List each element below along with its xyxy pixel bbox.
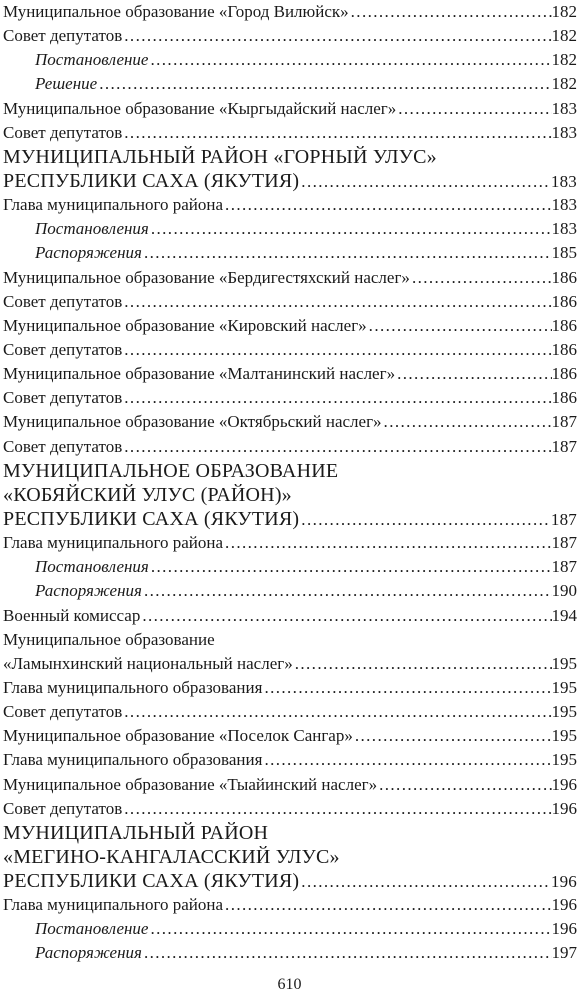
toc-entry-title: Совет депутатов [3, 122, 123, 142]
dot-leader [377, 773, 551, 797]
toc-page-number: 187 [551, 533, 577, 553]
dot-leader [148, 917, 551, 941]
toc-entry-title: Муниципальное образование «Поселок Сангар» [3, 726, 353, 746]
toc-entry [3, 121, 577, 145]
dot-leader [299, 508, 551, 532]
toc-entry [3, 652, 577, 676]
dot-leader [299, 870, 551, 894]
dot-leader [262, 676, 551, 700]
dot-leader [367, 314, 552, 338]
table-of-contents [3, 0, 577, 966]
toc-entry [3, 676, 577, 700]
toc-entry-title: МУНИЦИПАЛЬНОЕ ОБРАЗОВАНИЕ [3, 459, 339, 482]
toc-entry-title: «МЕГИНО-КАНГАЛАССКИЙ УЛУС» [3, 845, 340, 868]
toc-entry [3, 193, 577, 217]
toc-entry [3, 0, 577, 24]
dot-leader [223, 193, 551, 217]
dot-leader [149, 555, 552, 579]
toc-page-number: 195 [551, 726, 577, 746]
toc-page-number: 196 [551, 895, 577, 915]
dot-leader [382, 410, 552, 434]
toc-entry-title: Муниципальное образование «Октябрьский наслег» [3, 412, 382, 432]
toc-entry-title: Распоряжения [35, 243, 142, 263]
toc-entry [3, 362, 577, 386]
toc-entry-title: Глава муниципального района [3, 195, 224, 215]
dot-leader [142, 241, 552, 265]
toc-subentry [3, 241, 577, 265]
toc-page-number: 195 [551, 702, 577, 722]
toc-entry [3, 531, 577, 555]
dot-leader [97, 72, 551, 96]
toc-entry-title: Распоряжения [35, 581, 142, 601]
toc-page-number: 182 [551, 50, 577, 70]
toc-entry [3, 773, 577, 797]
toc-section-heading [3, 145, 577, 169]
toc-section-heading [3, 459, 577, 483]
toc-page-number: 187 [551, 557, 577, 577]
toc-entry [3, 748, 577, 772]
toc-page-number: 195 [551, 750, 577, 770]
toc-entry [3, 410, 577, 434]
toc-entry [3, 628, 577, 652]
dot-leader [223, 531, 551, 555]
toc-entry [3, 266, 577, 290]
toc-subentry [3, 941, 577, 965]
toc-section-heading [3, 507, 577, 531]
toc-page-number: 187 [551, 436, 577, 456]
toc-entry-title: Муниципальное образование «Бердигестяхский наслег» [3, 267, 410, 287]
dot-leader [122, 386, 551, 410]
toc-page-number: 183 [551, 219, 577, 239]
toc-page-number: 186 [551, 339, 577, 359]
dot-leader [353, 724, 552, 748]
toc-entry [3, 893, 577, 917]
toc-page-number: 186 [551, 388, 577, 408]
toc-entry-title: Совет депутатов [3, 388, 123, 408]
dot-leader [149, 217, 552, 241]
toc-page-number: 182 [551, 26, 577, 46]
toc-page-number: 195 [551, 677, 577, 697]
toc-entry [3, 797, 577, 821]
toc-page-number: 183 [551, 195, 577, 215]
dot-leader [262, 748, 551, 772]
toc-entry-title: МУНИЦИПАЛЬНЫЙ РАЙОН «ГОРНЫЙ УЛУС» [3, 145, 437, 168]
toc-entry-title: Распоряжения [35, 943, 142, 963]
toc-section-heading [3, 821, 577, 845]
toc-page-number: 196 [551, 774, 577, 794]
toc-page-number: 182 [551, 2, 577, 21]
toc-entry-title: Совет депутатов [3, 26, 123, 46]
toc-page-number: 186 [551, 291, 577, 311]
toc-page-number: 187 [551, 412, 577, 432]
toc-entry [3, 290, 577, 314]
toc-entry-title: «Ламынхинский национальный наслег» [3, 653, 293, 673]
toc-entry [3, 700, 577, 724]
dot-leader [223, 893, 551, 917]
toc-entry [3, 604, 577, 628]
toc-entry [3, 314, 577, 338]
toc-subentry [3, 579, 577, 603]
toc-entry-title: Военный комиссар [3, 605, 141, 625]
dot-leader [122, 338, 551, 362]
toc-entry-title: Глава муниципального района [3, 895, 224, 915]
dot-leader [122, 435, 551, 459]
toc-entry-title: Муниципальное образование «Малтанинский наслег» [3, 364, 396, 384]
toc-entry-title: Глава муниципального района [3, 533, 224, 553]
toc-entry [3, 338, 577, 362]
toc-entry-title: Совет депутатов [3, 436, 123, 456]
toc-subentry [3, 72, 577, 96]
dot-leader [122, 700, 551, 724]
toc-section-heading [3, 169, 577, 193]
toc-entry [3, 97, 577, 121]
toc-page-number: 197 [551, 943, 577, 963]
toc-page-number: 186 [551, 364, 577, 384]
dot-leader [396, 97, 551, 121]
toc-entry-title: РЕСПУБЛИКИ САХА (ЯКУТИЯ) [3, 870, 300, 893]
toc-section-heading [3, 845, 577, 869]
toc-entry-title: Постановление [35, 50, 149, 70]
toc-entry-title: Муниципальное образование «Кыргыдайский наслег» [3, 98, 397, 118]
dot-leader [148, 48, 551, 72]
toc-entry-title: Совет депутатов [3, 291, 123, 311]
dot-leader [395, 362, 551, 386]
toc-page-number: 183 [551, 98, 577, 118]
toc-entry [3, 386, 577, 410]
toc-entry [3, 724, 577, 748]
toc-entry-title: Постановление [35, 919, 149, 939]
page-number: 610 [277, 976, 302, 993]
toc-page-number: 183 [551, 122, 577, 142]
toc-section-heading [3, 483, 577, 507]
toc-entry-title: Совет депутатов [3, 798, 123, 818]
toc-entry [3, 435, 577, 459]
toc-subentry [3, 48, 577, 72]
toc-page-number: 183 [550, 171, 577, 191]
toc-entry-title: Муниципальное образование [3, 629, 215, 649]
toc-page-number: 195 [551, 653, 577, 673]
toc-entry-title: МУНИЦИПАЛЬНЫЙ РАЙОН [3, 821, 269, 844]
toc-entry-title: Совет депутатов [3, 702, 123, 722]
dot-leader [299, 170, 551, 194]
dot-leader [140, 604, 551, 628]
toc-page-number: 190 [551, 581, 577, 601]
toc-entry-title: «КОБЯЙСКИЙ УЛУС (РАЙОН)» [3, 483, 292, 506]
toc-entry-title: Постановления [35, 219, 149, 239]
toc-entry-title: Совет депутатов [3, 339, 123, 359]
toc-entry [3, 24, 577, 48]
dot-leader [122, 121, 551, 145]
dot-leader [349, 0, 552, 24]
dot-leader [142, 579, 552, 603]
toc-page-number: 196 [550, 872, 577, 892]
toc-subentry [3, 217, 577, 241]
dot-leader [122, 797, 551, 821]
toc-entry-title: Решение [35, 74, 98, 94]
toc-page-number: 196 [551, 798, 577, 818]
toc-entry-title: Муниципальное образование «Кировский наслег» [3, 315, 367, 335]
toc-entry-title: РЕСПУБЛИКИ САХА (ЯКУТИЯ) [3, 507, 300, 530]
dot-leader [293, 652, 552, 676]
toc-subentry [3, 917, 577, 941]
toc-entry-title: Муниципальное образование «Город Вилюйск» [3, 2, 349, 21]
dot-leader [410, 266, 552, 290]
toc-section-heading [3, 869, 577, 893]
toc-entry-title: Глава муниципального образования [3, 750, 263, 770]
toc-entry-title: РЕСПУБЛИКИ САХА (ЯКУТИЯ) [3, 169, 300, 192]
dot-leader [142, 941, 552, 965]
toc-page-number: 196 [551, 919, 577, 939]
toc-page-number: 182 [551, 74, 577, 94]
dot-leader [122, 24, 551, 48]
toc-entry-title: Глава муниципального образования [3, 677, 263, 697]
dot-leader [122, 290, 551, 314]
toc-entry-title: Постановления [35, 557, 149, 577]
toc-page-number: 194 [551, 605, 577, 625]
toc-page-number: 186 [551, 267, 577, 287]
toc-entry-title: Муниципальное образование «Тыайинский наслег» [3, 774, 378, 794]
toc-page-number: 186 [551, 315, 577, 335]
toc-page-number: 187 [550, 509, 577, 529]
toc-subentry [3, 555, 577, 579]
toc-page-number: 185 [551, 243, 577, 263]
